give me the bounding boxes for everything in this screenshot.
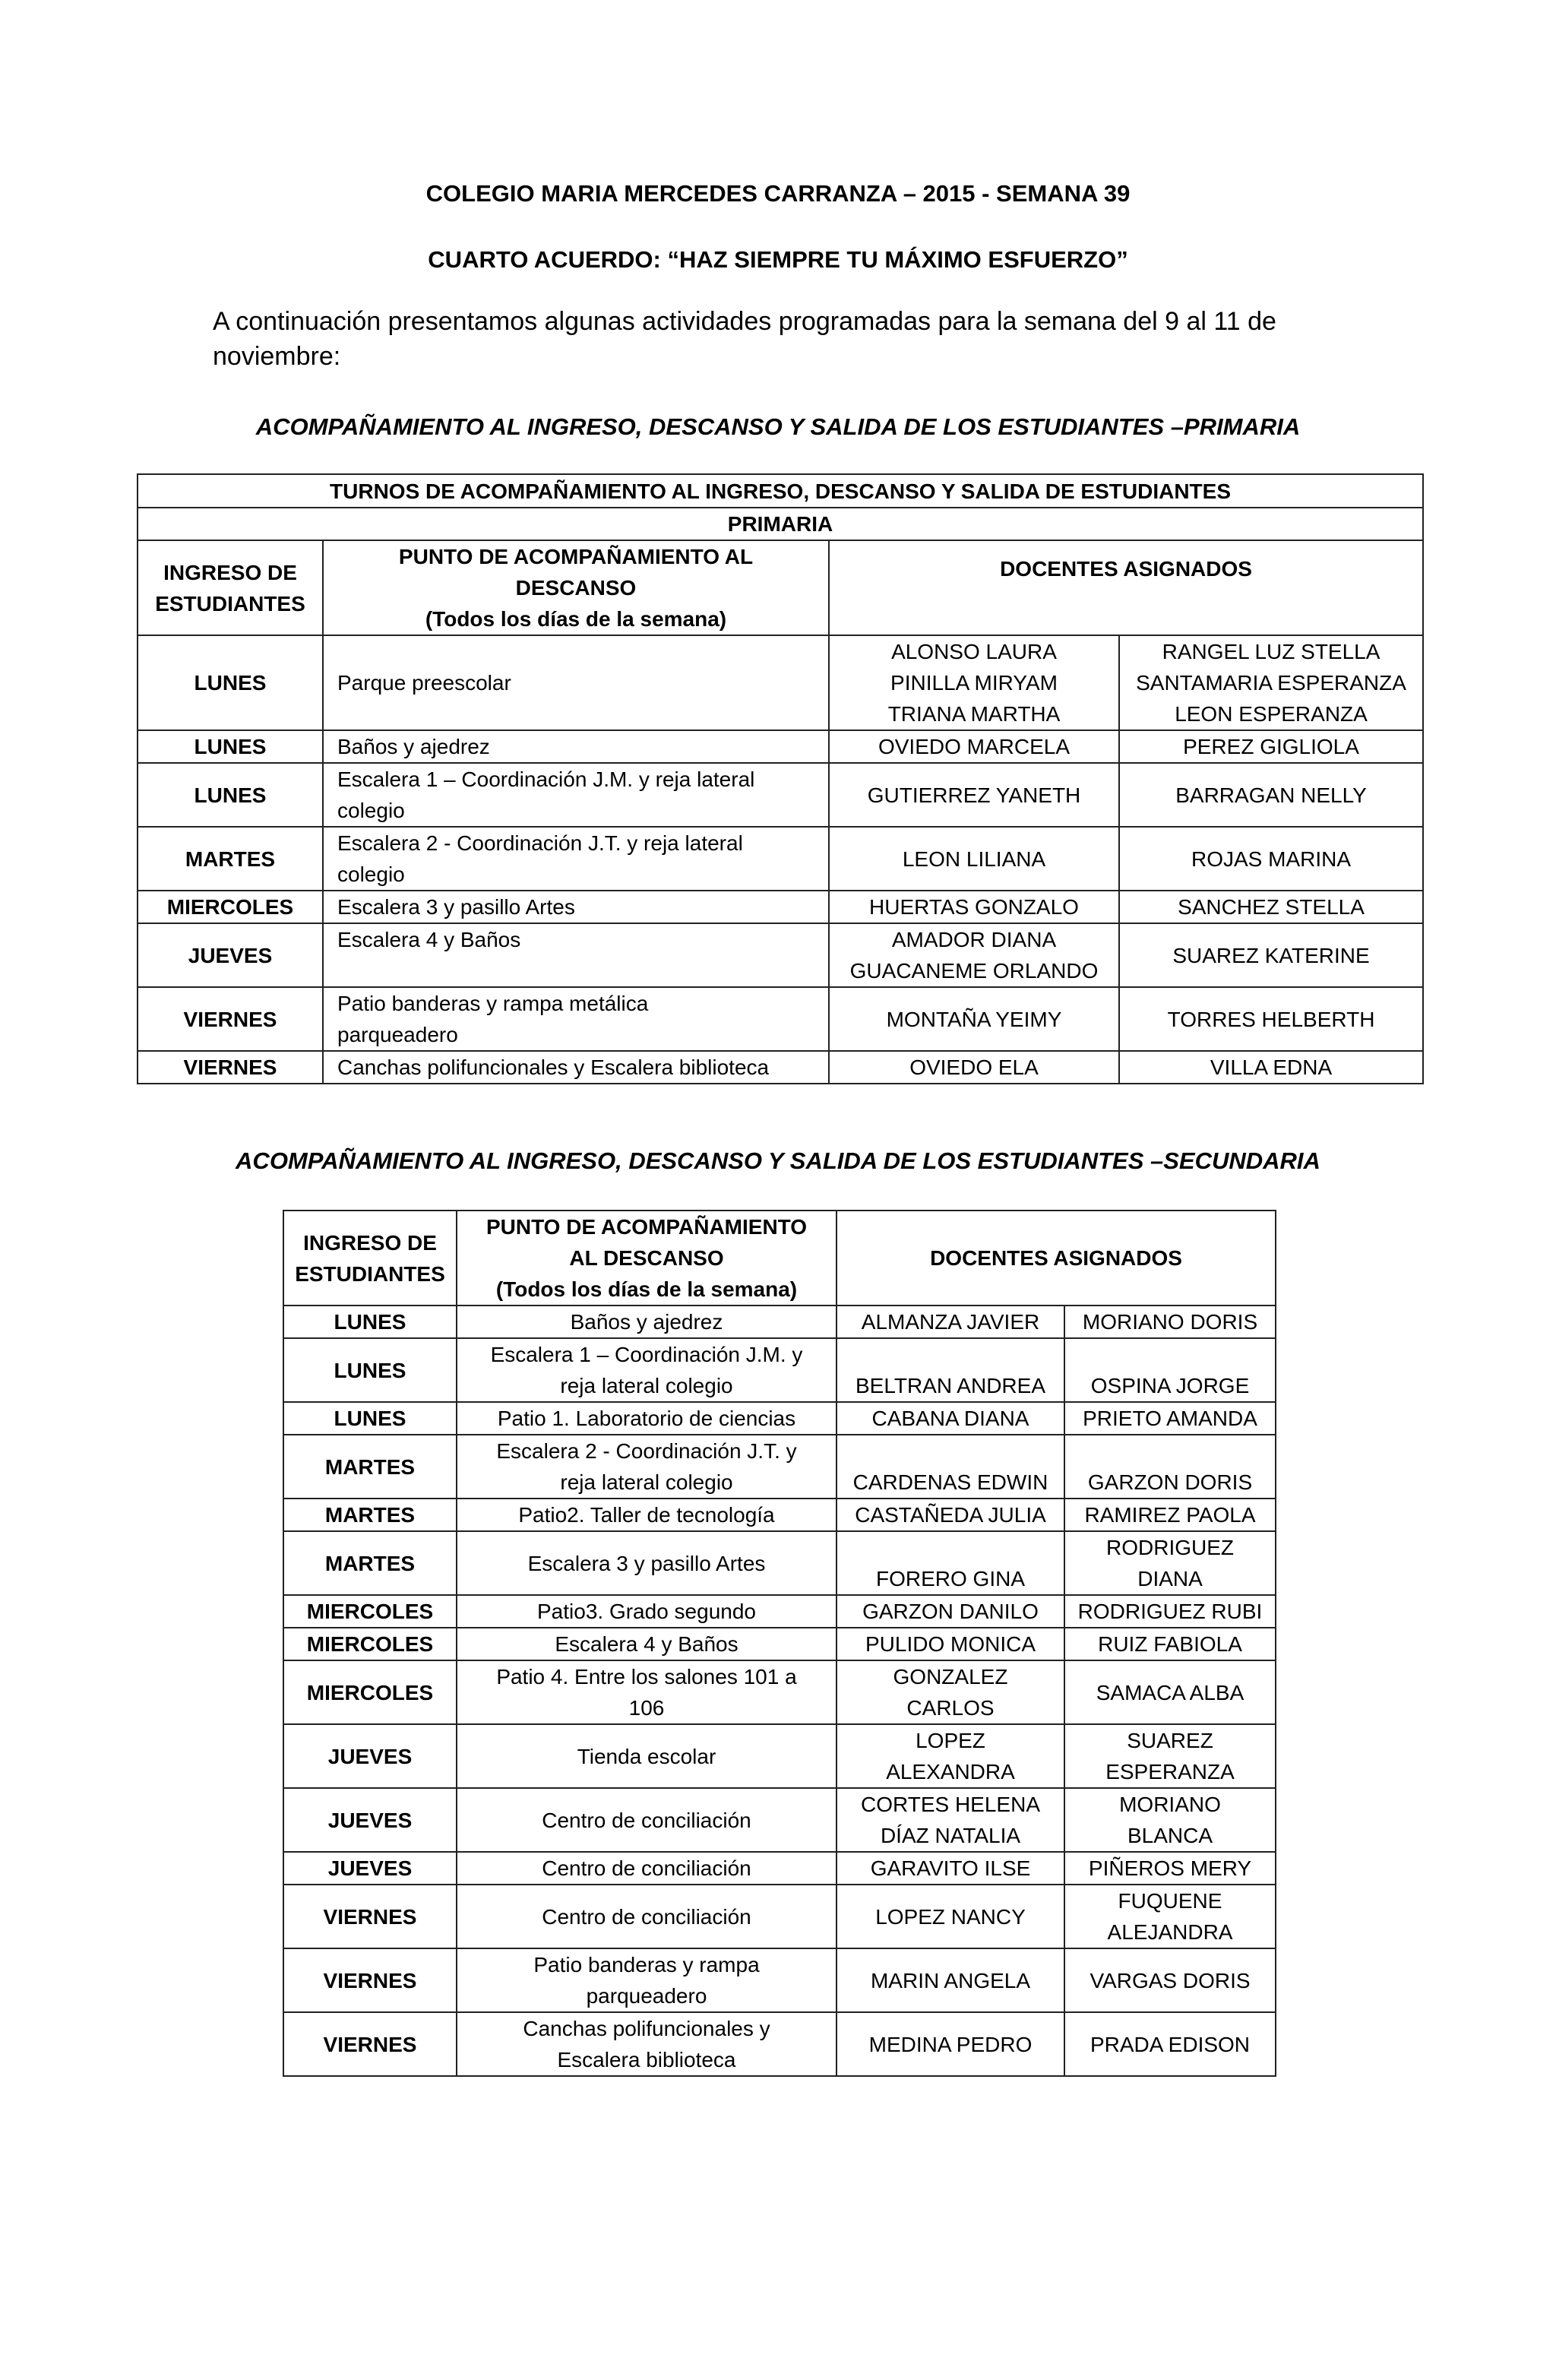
secundaria-header-punto-line: PUNTO DE ACOMPAÑAMIENTO <box>485 1215 808 1239</box>
place-cell <box>457 2012 837 2076</box>
teacher-cell-line: GONZALEZ <box>893 1665 1008 1688</box>
day-cell: LUNES <box>283 1306 457 1338</box>
document-subtitle: CUARTO ACUERDO: “HAZ SIEMPRE TU MÁXIMO ESFUERZO” <box>428 246 1128 273</box>
place-cell-line: colegio <box>337 799 405 822</box>
table-row <box>283 1885 1276 1948</box>
day-cell: JUEVES <box>283 1852 457 1885</box>
teacher-cell-line: GUACANEME ORLANDO <box>849 959 1099 983</box>
table-row <box>283 1852 1276 1885</box>
teacher-cell: SAMACA ALBA <box>1064 1660 1276 1724</box>
teacher-cell <box>837 1724 1064 1788</box>
secundaria-table <box>283 1210 1276 2077</box>
secundaria-header-ingreso <box>283 1211 457 1306</box>
place-cell: Centro de conciliación <box>457 1788 837 1852</box>
table-row <box>283 1948 1276 2012</box>
day-cell: MARTES <box>138 827 323 891</box>
teacher-cell-line: DIANA <box>1137 1567 1203 1590</box>
primaria-table <box>137 473 1424 1084</box>
primaria-header-punto-line: PUNTO DE ACOMPAÑAMIENTO AL <box>398 545 754 568</box>
teacher-cell <box>1064 1885 1276 1948</box>
secundaria-header-punto-line: (Todos los días de la semana) <box>495 1277 798 1301</box>
teacher-cell: PULIDO MONICA <box>837 1628 1064 1660</box>
teacher-cell: SUAREZ KATERINE <box>1119 923 1423 987</box>
table-row <box>138 730 1423 763</box>
table-row <box>138 987 1423 1051</box>
teacher-cell-line: LEON ESPERANZA <box>1175 702 1368 726</box>
place-cell <box>323 827 829 891</box>
teacher-cell: MEDINA PEDRO <box>837 2012 1064 2076</box>
day-cell: VIERNES <box>283 1948 457 2012</box>
table-row <box>283 1788 1276 1852</box>
teacher-cell: GUTIERREZ YANETH <box>829 763 1119 827</box>
table-row <box>138 635 1423 730</box>
place-cell-line: reja lateral colegio <box>560 1374 733 1397</box>
teacher-cell: PRIETO AMANDA <box>1064 1402 1276 1435</box>
primaria-table-title: TURNOS DE ACOMPAÑAMIENTO AL INGRESO, DESCANSO Y SALIDA DE ESTUDIANTES <box>138 474 1423 508</box>
teacher-cell: PIÑEROS MERY <box>1064 1852 1276 1885</box>
day-cell: LUNES <box>138 763 323 827</box>
place-cell: Patio 1. Laboratorio de ciencias <box>457 1402 837 1435</box>
teacher-cell: GARZON DORIS <box>1064 1435 1276 1499</box>
day-cell: LUNES <box>283 1338 457 1402</box>
teacher-cell-line: FUQUENE <box>1118 1889 1222 1913</box>
table-row <box>138 891 1423 923</box>
teacher-cell-line: ALEXANDRA <box>886 1760 1015 1783</box>
primaria-header-ingreso: INGRESO DE ESTUDIANTES <box>138 540 323 635</box>
place-cell-line: Escalera 1 – Coordinación J.M. y <box>490 1343 803 1366</box>
place-cell-line: Escalera biblioteca <box>557 2048 736 2071</box>
day-cell: MIERCOLES <box>138 891 323 923</box>
place-cell: Baños y ajedrez <box>457 1306 837 1338</box>
place-cell <box>457 1660 837 1724</box>
teacher-cell: BELTRAN ANDREA <box>837 1338 1064 1402</box>
primaria-header-punto-line: (Todos los días de la semana) <box>425 607 727 631</box>
teacher-cell-line: AMADOR DIANA <box>891 928 1057 951</box>
teacher-cell <box>1064 1531 1276 1595</box>
day-cell: LUNES <box>138 730 323 763</box>
table-row <box>283 1306 1276 1338</box>
day-cell: JUEVES <box>138 923 323 987</box>
teacher-cell <box>829 635 1119 730</box>
place-cell-line: colegio <box>337 862 405 886</box>
teacher-cell-line: PINILLA MIRYAM <box>890 671 1058 695</box>
place-cell: Baños y ajedrez <box>323 730 829 763</box>
table-row <box>283 1660 1276 1724</box>
place-cell <box>323 987 829 1051</box>
teacher-cell: MORIANO DORIS <box>1064 1306 1276 1338</box>
primaria-header-punto <box>323 540 829 635</box>
teacher-cell: PRADA EDISON <box>1064 2012 1276 2076</box>
secundaria-header-punto-line: AL DESCANSO <box>569 1246 724 1270</box>
place-cell-line: Escalera 2 - Coordinación J.T. y <box>496 1439 797 1463</box>
teacher-cell: LOPEZ NANCY <box>837 1885 1064 1948</box>
secundaria-header-docentes: DOCENTES ASIGNADOS <box>837 1211 1276 1306</box>
table-row <box>283 1338 1276 1402</box>
place-cell-line: Canchas polifuncionales y <box>523 2017 770 2040</box>
teacher-cell: OVIEDO MARCELA <box>829 730 1119 763</box>
teacher-cell-line: ESPERANZA <box>1105 1760 1235 1783</box>
teacher-cell-line: TRIANA MARTHA <box>887 702 1061 726</box>
place-cell: Centro de conciliación <box>457 1885 837 1948</box>
secundaria-section-title: ACOMPAÑAMIENTO AL INGRESO, DESCANSO Y SALIDA DE LOS ESTUDIANTES –SECUNDARIA <box>236 1147 1320 1174</box>
teacher-cell <box>829 923 1119 987</box>
teacher-cell-line: DÍAZ NATALIA <box>880 1824 1021 1847</box>
place-cell-line: Patio 4. Entre los salones 101 a <box>496 1665 797 1688</box>
teacher-cell <box>1064 1724 1276 1788</box>
place-cell <box>457 1948 837 2012</box>
table-row <box>138 763 1423 827</box>
teacher-cell: ALMANZA JAVIER <box>837 1306 1064 1338</box>
table-row <box>283 1595 1276 1628</box>
day-cell: LUNES <box>138 635 323 730</box>
primaria-table-subtitle: PRIMARIA <box>138 508 1423 540</box>
teacher-cell: OVIEDO ELA <box>829 1051 1119 1084</box>
table-row <box>283 1628 1276 1660</box>
day-cell: MIERCOLES <box>283 1628 457 1660</box>
secundaria-header-punto <box>457 1211 837 1306</box>
place-cell: Centro de conciliación <box>457 1852 837 1885</box>
teacher-cell: MONTAÑA YEIMY <box>829 987 1119 1051</box>
table-row <box>283 1724 1276 1788</box>
teacher-cell: HUERTAS GONZALO <box>829 891 1119 923</box>
day-cell: JUEVES <box>283 1788 457 1852</box>
teacher-cell <box>837 1660 1064 1724</box>
teacher-cell: LEON LILIANA <box>829 827 1119 891</box>
place-cell: Patio2. Taller de tecnología <box>457 1499 837 1531</box>
day-cell: VIERNES <box>283 2012 457 2076</box>
teacher-cell: FORERO GINA <box>837 1531 1064 1595</box>
place-cell-line: parqueadero <box>586 1984 707 2008</box>
teacher-cell: RAMIREZ PAOLA <box>1064 1499 1276 1531</box>
teacher-cell-line: LOPEZ <box>916 1729 985 1752</box>
teacher-cell <box>1064 1788 1276 1852</box>
day-cell: MARTES <box>283 1435 457 1499</box>
teacher-cell: CARDENAS EDWIN <box>837 1435 1064 1499</box>
place-cell: Tienda escolar <box>457 1724 837 1788</box>
primaria-header-punto-line: DESCANSO <box>515 576 637 600</box>
teacher-cell-line: CORTES HELENA <box>861 1793 1040 1816</box>
teacher-cell-line: RODRIGUEZ <box>1106 1536 1234 1559</box>
document-title: COLEGIO MARIA MERCEDES CARRANZA – 2015 - SEMANA 39 <box>425 180 1131 207</box>
day-cell: VIERNES <box>283 1885 457 1948</box>
teacher-cell-line: SANTAMARIA ESPERANZA <box>1136 671 1406 695</box>
place-cell: Escalera 4 y Baños <box>323 923 829 987</box>
place-cell-line: reja lateral colegio <box>560 1470 733 1494</box>
teacher-cell-line: SUAREZ <box>1127 1729 1213 1752</box>
place-cell-line: 106 <box>628 1696 665 1720</box>
table-row <box>283 2012 1276 2076</box>
table-row <box>283 1499 1276 1531</box>
teacher-cell <box>1119 635 1423 730</box>
primaria-header-docentes: DOCENTES ASIGNADOS <box>829 540 1423 635</box>
day-cell: VIERNES <box>138 1051 323 1084</box>
place-cell-line: Escalera 1 – Coordinación J.M. y reja lateral <box>337 767 755 791</box>
place-cell: Patio3. Grado segundo <box>457 1595 837 1628</box>
day-cell: JUEVES <box>283 1724 457 1788</box>
primaria-section-title: ACOMPAÑAMIENTO AL INGRESO, DESCANSO Y SALIDA DE LOS ESTUDIANTES –PRIMARIA <box>255 413 1301 440</box>
place-cell-line: Patio banderas y rampa <box>533 1953 760 1976</box>
teacher-cell: VARGAS DORIS <box>1064 1948 1276 2012</box>
day-cell: LUNES <box>283 1402 457 1435</box>
day-cell: MIERCOLES <box>283 1595 457 1628</box>
place-cell-line: Patio banderas y rampa metálica <box>337 992 649 1015</box>
teacher-cell: TORRES HELBERTH <box>1119 987 1423 1051</box>
teacher-cell-line: ALONSO LAURA <box>891 640 1057 663</box>
teacher-cell-line: CARLOS <box>906 1696 995 1720</box>
teacher-cell: GARZON DANILO <box>837 1595 1064 1628</box>
secundaria-header-ingreso-line: ESTUDIANTES <box>295 1261 445 1286</box>
day-cell: MARTES <box>283 1499 457 1531</box>
teacher-cell: SANCHEZ STELLA <box>1119 891 1423 923</box>
place-cell <box>457 1338 837 1402</box>
table-row <box>138 1051 1423 1084</box>
teacher-cell: RUIZ FABIOLA <box>1064 1628 1276 1660</box>
place-cell-line: parqueadero <box>337 1023 458 1046</box>
day-cell: MIERCOLES <box>283 1660 457 1724</box>
teacher-cell-line: ALEJANDRA <box>1107 1920 1233 1944</box>
teacher-cell: BARRAGAN NELLY <box>1119 763 1423 827</box>
table-row <box>138 923 1423 987</box>
table-row <box>138 827 1423 891</box>
intro-paragraph: A continuación presentamos algunas actividades programadas para la semana del 9 al 11 de noviembre: <box>213 307 1276 371</box>
teacher-cell <box>837 1788 1064 1852</box>
table-row <box>283 1402 1276 1435</box>
teacher-cell: VILLA EDNA <box>1119 1051 1423 1084</box>
teacher-cell: RODRIGUEZ RUBI <box>1064 1595 1276 1628</box>
place-cell: Escalera 3 y pasillo Artes <box>323 891 829 923</box>
teacher-cell: GARAVITO ILSE <box>837 1852 1064 1885</box>
teacher-cell: MARIN ANGELA <box>837 1948 1064 2012</box>
teacher-cell: PEREZ GIGLIOLA <box>1119 730 1423 763</box>
secundaria-header-ingreso-line: INGRESO DE <box>303 1230 437 1255</box>
place-cell: Parque preescolar <box>323 635 829 730</box>
teacher-cell: CASTAÑEDA JULIA <box>837 1499 1064 1531</box>
teacher-cell: OSPINA JORGE <box>1064 1338 1276 1402</box>
day-cell: VIERNES <box>138 987 323 1051</box>
teacher-cell: ROJAS MARINA <box>1119 827 1423 891</box>
teacher-cell-line: BLANCA <box>1127 1824 1213 1847</box>
place-cell: Escalera 3 y pasillo Artes <box>457 1531 837 1595</box>
table-row <box>283 1435 1276 1499</box>
table-row <box>283 1531 1276 1595</box>
teacher-cell-line: RANGEL LUZ STELLA <box>1162 640 1380 663</box>
place-cell: Canchas polifuncionales y Escalera biblioteca <box>323 1051 829 1084</box>
day-cell: MARTES <box>283 1531 457 1595</box>
place-cell-line: Escalera 2 - Coordinación J.T. y reja lateral <box>337 831 743 855</box>
teacher-cell-line: MORIANO <box>1119 1793 1221 1816</box>
place-cell <box>457 1435 837 1499</box>
place-cell: Escalera 4 y Baños <box>457 1628 837 1660</box>
teacher-cell: CABANA DIANA <box>837 1402 1064 1435</box>
place-cell <box>323 763 829 827</box>
